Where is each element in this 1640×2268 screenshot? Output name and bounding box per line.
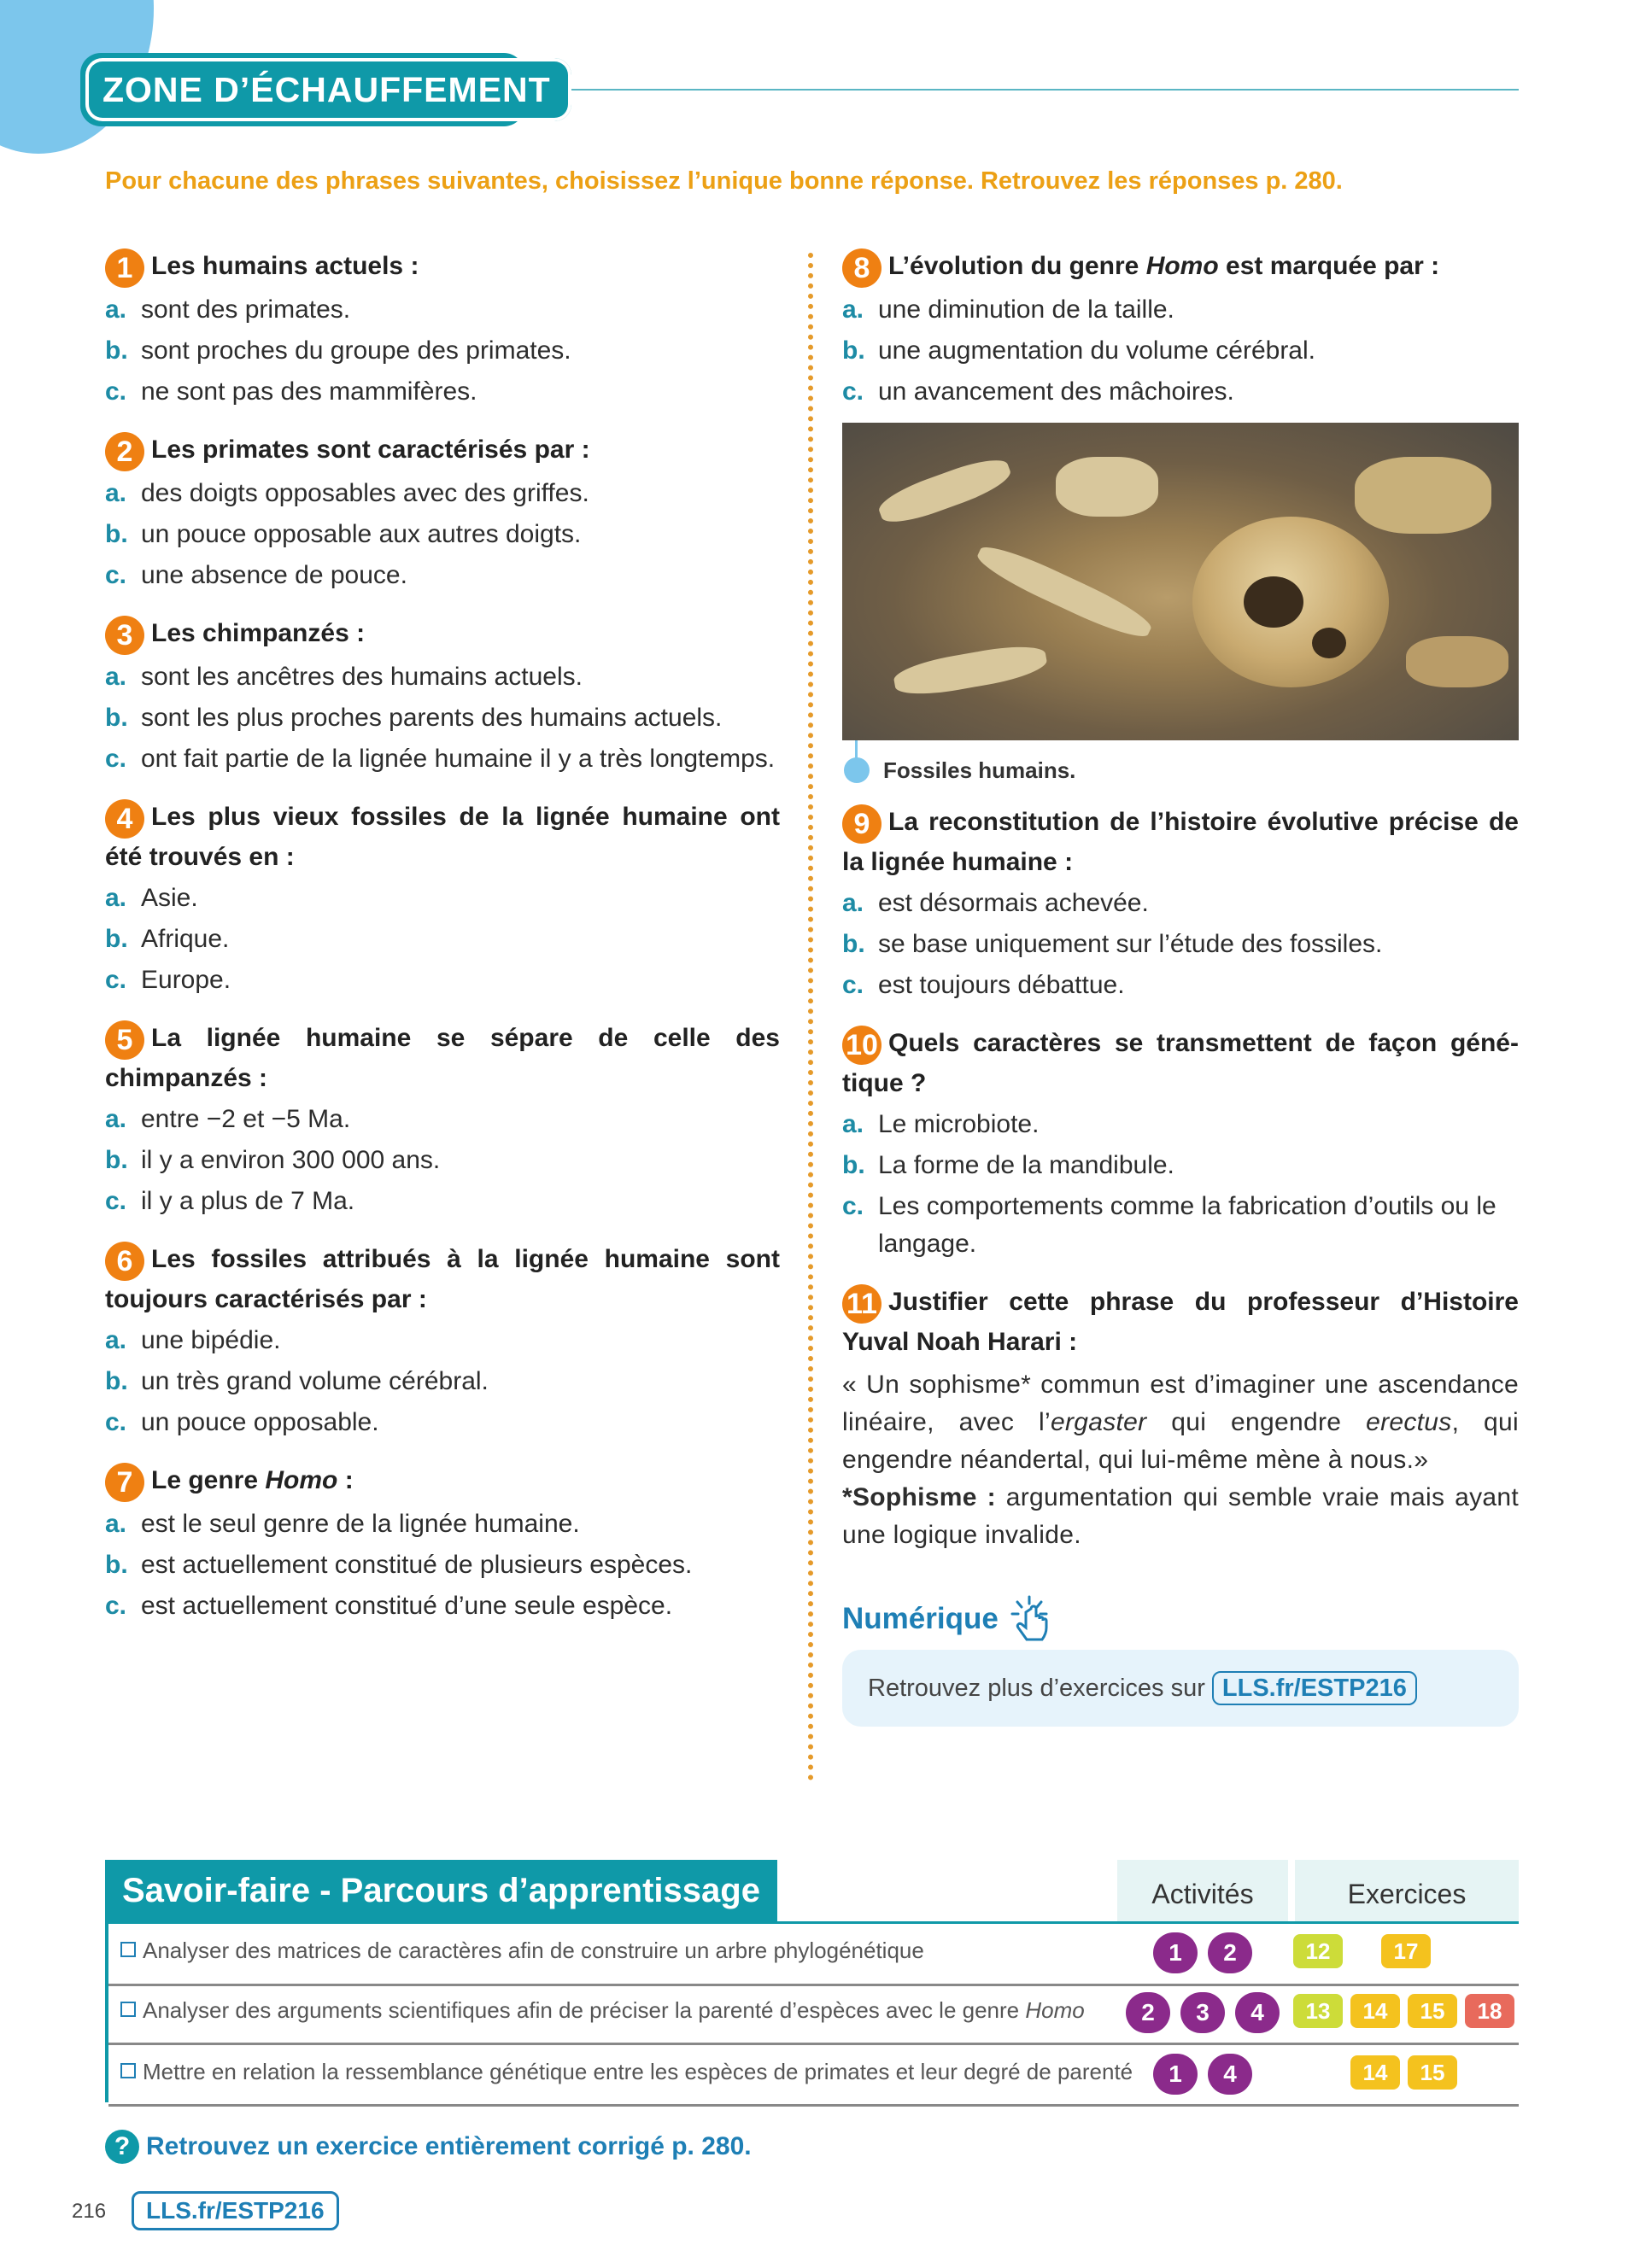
answer-option[interactable]: c. est actuellement constitué d’une seule espèce.: [105, 1592, 673, 1620]
question-title: 10 Quels caractères se transmettent de façon génétique ?: [842, 1025, 1519, 1102]
numerique-heading: Numérique: [842, 1593, 1519, 1645]
question-number: 10: [842, 1026, 882, 1065]
answer-option[interactable]: a. est désormais achevée.: [842, 889, 1149, 917]
exercise-badge[interactable]: 14: [1350, 2055, 1400, 2090]
zone-title: ZONE D’ÉCHAUFFEMENT: [85, 58, 571, 121]
question-7: [105, 1462, 780, 1625]
answer-option[interactable]: a. sont les ancêtres des humains actuels.: [105, 663, 583, 691]
answer-option[interactable]: b. il y a environ 300 000 ans.: [105, 1146, 441, 1174]
answer-option[interactable]: b. sont les plus proches parents des humains actuels.: [105, 704, 723, 732]
question-3: [105, 615, 780, 778]
exercise-badge[interactable]: 12: [1293, 1934, 1343, 1968]
savoir-faire-title: Savoir-faire - Parcours d’apprentissage: [105, 1860, 777, 1921]
answer-option[interactable]: b. Afrique.: [105, 925, 230, 953]
answer-option[interactable]: b. se base uniquement sur l’étude des fossiles.: [842, 930, 1383, 958]
question-number: 3: [105, 616, 144, 655]
question-number: 6: [105, 1242, 144, 1281]
answer-option[interactable]: b. est actuellement constitué de plusieurs espèces.: [105, 1551, 693, 1579]
answer-option[interactable]: a. Le microbiote.: [842, 1110, 1040, 1138]
savoir-faire-row: Analyser des matrices de caractères afin de construire un arbre phylogénétique 1 2 12 17: [108, 1921, 1519, 1986]
question-title: 7 Le genre Homo :: [105, 1462, 780, 1502]
photo-caption-block: [842, 740, 1519, 785]
pointing-hand-icon: [1005, 1593, 1057, 1645]
question-title: 11 Justifier cette phrase du professeur d’Histoire Yuval Noah Harari :: [842, 1283, 1519, 1361]
answer-option[interactable]: b. un très grand volume cérébral.: [105, 1367, 489, 1395]
exercise-badge[interactable]: 15: [1408, 1994, 1457, 2028]
question-10: [842, 1025, 1519, 1263]
answer-option[interactable]: b. La forme de la mandibule.: [842, 1151, 1174, 1179]
answer-option[interactable]: c. ont fait partie de la lignée humaine il y a très longtemps.: [105, 745, 776, 773]
question-mark-icon: ?: [105, 2130, 139, 2164]
question-title: 2 Les primates sont caractérisés par :: [105, 431, 780, 471]
column-divider: [808, 253, 813, 1781]
checkbox-icon[interactable]: [120, 2002, 136, 2017]
skull-shape: [1192, 517, 1389, 687]
question-number: 7: [105, 1463, 144, 1502]
exercise-badge[interactable]: 13: [1293, 1994, 1343, 2028]
caption-dot-icon: [844, 757, 870, 783]
photo-caption: Fossiles humains.: [883, 757, 1076, 783]
answer-option[interactable]: a. entre −2 et −5 Ma.: [105, 1105, 351, 1133]
exercise-badge[interactable]: 14: [1350, 1994, 1400, 2028]
checkbox-icon[interactable]: [120, 2063, 136, 2078]
answer-option[interactable]: c. est toujours débattue.: [842, 971, 1125, 999]
activites-header: Activités: [1117, 1860, 1288, 1921]
left-column: [105, 248, 780, 1645]
activity-badge[interactable]: 1: [1153, 1932, 1198, 1973]
activity-badge[interactable]: 4: [1235, 1992, 1280, 2033]
activity-badge[interactable]: 1: [1153, 2054, 1198, 2095]
question-title: 1 Les humains actuels :: [105, 248, 780, 288]
answer-option[interactable]: b. sont proches du groupe des primates.: [105, 336, 571, 365]
answer-option[interactable]: c. Les comportements comme la fabrication d’outils ou le langage.: [842, 1192, 1496, 1258]
answer-option[interactable]: b. un pouce opposable aux autres doigts.: [105, 520, 582, 548]
activity-badge[interactable]: 2: [1126, 1992, 1170, 2033]
answer-option[interactable]: a. des doigts opposables avec des griffes.: [105, 479, 589, 507]
instructions: Pour chacune des phrases suivantes, choisissez l’unique bonne réponse. Retrouvez les réponses p. 280.: [105, 167, 1343, 195]
question-title: 4 Les plus vieux fossiles de la lignée humaine ont été trouvés en :: [105, 798, 780, 876]
question-number: 2: [105, 432, 144, 471]
question-title: 9 La reconstitution de l’histoire évolutive précise de la lignée humaine :: [842, 804, 1519, 881]
exercise-badge[interactable]: 15: [1408, 2055, 1457, 2090]
question-title: 8 L’évolution du genre Homo est marquée par :: [842, 248, 1519, 288]
answer-option[interactable]: a. est le seul genre de la lignée humaine.: [105, 1510, 580, 1538]
numerique-box: Retrouvez plus d’exercices sur LLS.fr/ESTP216: [842, 1650, 1519, 1727]
answer-option[interactable]: c. un pouce opposable.: [105, 1408, 379, 1436]
exercise-badge[interactable]: 17: [1381, 1934, 1431, 1968]
sophisme-note: *Sophisme : argumentation qui semble vraie mais ayant une logique invalide.: [842, 1483, 1519, 1549]
answer-option[interactable]: a. sont des primates.: [105, 295, 351, 324]
question-title: 3 Les chimpanzés :: [105, 615, 780, 655]
checkbox-icon[interactable]: [120, 1942, 136, 1957]
answer-option[interactable]: b. une augmentation du volume cérébral.: [842, 336, 1315, 365]
right-column: [842, 248, 1519, 1727]
answer-option[interactable]: c. il y a plus de 7 Ma.: [105, 1187, 355, 1215]
savoir-faire-row: Analyser des arguments scientifiques afin de préciser la parenté d’espèces avec le genre Homo 2 3 4 13 14 15 18: [108, 1984, 1519, 2045]
activity-badge[interactable]: 3: [1180, 1992, 1225, 2033]
question-number: 5: [105, 1020, 144, 1060]
answer-option[interactable]: c. une absence de pouce.: [105, 561, 407, 589]
question-2: [105, 431, 780, 594]
question-9: [842, 804, 1519, 1004]
question-number: 1: [105, 248, 144, 288]
fossils-photo: [842, 423, 1519, 740]
corrected-exercise-note[interactable]: ? Retrouvez un exercice entièrement corrigé p. 280.: [105, 2130, 752, 2164]
question-1: [105, 248, 780, 411]
answer-option[interactable]: c. Europe.: [105, 966, 231, 994]
question-number: 11: [842, 1284, 882, 1324]
answer-option[interactable]: a. une bipédie.: [105, 1326, 281, 1354]
question-title: 5 La lignée humaine se sépare de celle des chimpanzés :: [105, 1020, 780, 1097]
exercise-badge[interactable]: 18: [1465, 1994, 1514, 2028]
harari-quote: « Un sophisme* commun est d’imaginer une ascendance linéaire, avec l’ergaster qui engendre erectus, qui engendre néandertal, qui lui-même mène à nous.»: [842, 1371, 1519, 1474]
answer-option[interactable]: a. Asie.: [105, 884, 198, 912]
question-4: [105, 798, 780, 999]
activity-badge[interactable]: 4: [1208, 2054, 1252, 2095]
answer-option[interactable]: c. un avancement des mâchoires.: [842, 377, 1234, 406]
question-6: [105, 1241, 780, 1441]
question-11: [842, 1283, 1519, 1554]
question-number: 9: [842, 804, 882, 844]
exercices-header: Exercices: [1295, 1860, 1519, 1921]
numerique-link[interactable]: LLS.fr/ESTP216: [1212, 1671, 1417, 1705]
answer-option[interactable]: c. ne sont pas des mammifères.: [105, 377, 477, 406]
answer-option[interactable]: a. une diminution de la taille.: [842, 295, 1174, 324]
page-number: 216: [72, 2200, 107, 2223]
question-8: [842, 248, 1519, 411]
footer-link[interactable]: LLS.fr/ESTP216: [132, 2191, 339, 2230]
activity-badge[interactable]: 2: [1208, 1932, 1252, 1973]
question-number: 8: [842, 248, 882, 288]
savoir-faire-row: Mettre en relation la ressemblance génétique entre les espèces de primates et leur degré de parenté 1 4 14 15: [108, 2045, 1519, 2107]
header-rule: [512, 89, 1519, 91]
question-5: [105, 1020, 780, 1220]
question-title: 6 Les fossiles attribués à la lignée humaine sont toujours caractérisés par :: [105, 1241, 780, 1318]
question-number: 4: [105, 799, 144, 839]
